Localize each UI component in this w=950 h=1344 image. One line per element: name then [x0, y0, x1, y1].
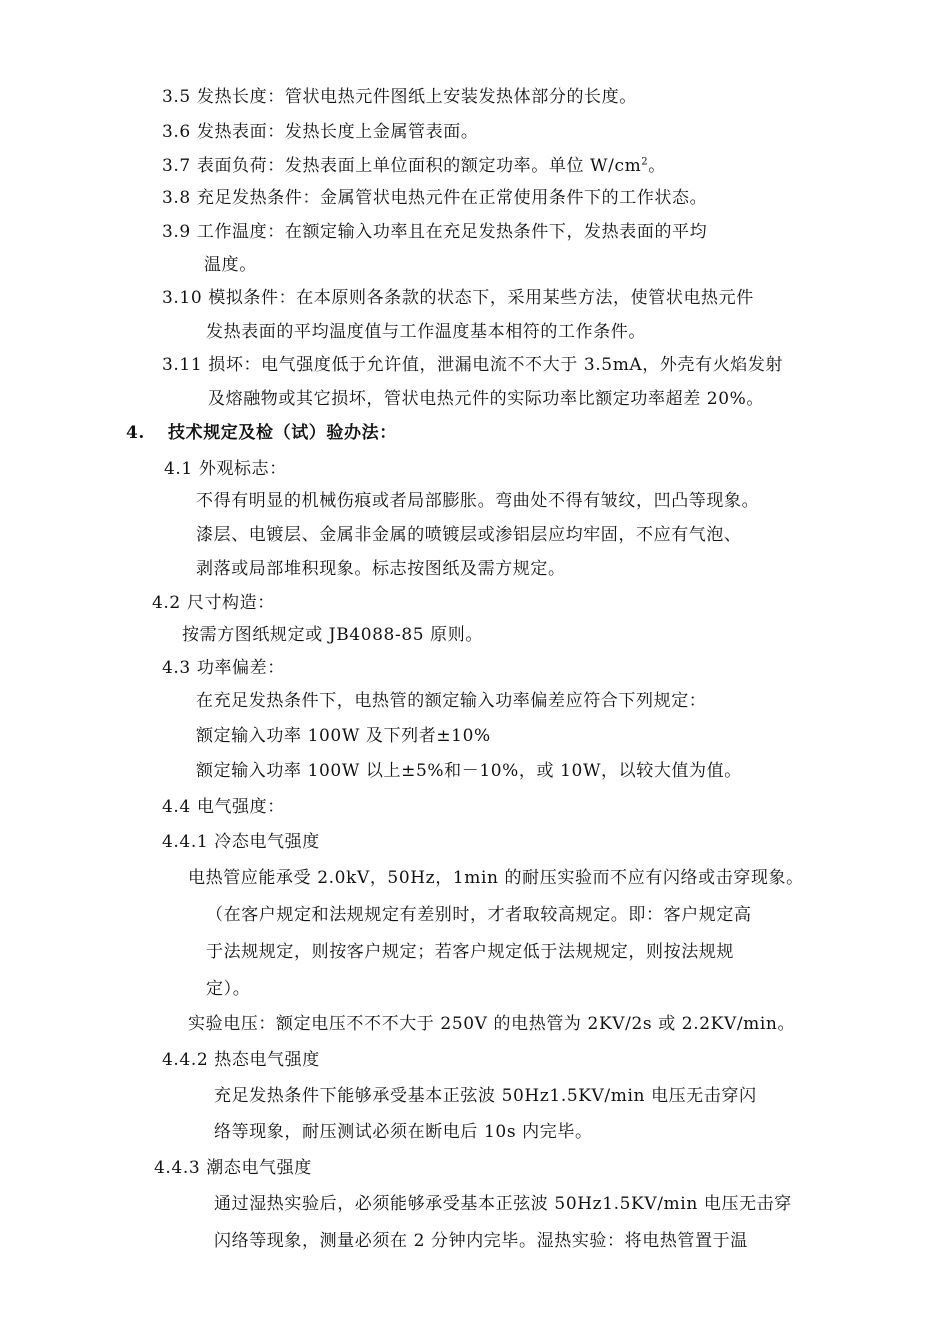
superscript-2: 2	[641, 156, 649, 168]
heading-text: 技术规定及检（试）验办法：	[168, 423, 397, 443]
clause-3-10: 3.10 模拟条件：在本原则各条款的状态下，采用某些方法，使管状电热元件	[162, 288, 754, 308]
clause-4-3-body-2: 额定输入功率 100W 及下列者±10%	[196, 726, 491, 746]
clause-3-11: 3.11 损坏：电气强度低于允许值，泄漏电流不不大于 3.5mA，外壳有火焰发射	[162, 355, 784, 375]
clause-4-4-1: 4.4.1 冷态电气强度	[162, 832, 320, 852]
clause-3-11-cont: 及熔融物或其它损坏，管状电热元件的实际功率比额定功率超差 20%。	[208, 389, 764, 409]
clause-4-3-body-3: 额定输入功率 100W 以上±5%和－10%，或 10W，以较大值为值。	[196, 761, 742, 781]
clause-4-4-3-body-2: 闪络等现象，测量必须在 2 分钟内完毕。湿热实验：将电热管置于温	[214, 1231, 748, 1251]
clause-4-4-1-body-1: 电热管应能承受 2.0kV，50Hz，1min 的耐压实验而不应有闪络或击穿现象。	[188, 868, 804, 888]
clause-3-7-text: 3.7 表面负荷：发热表面上单位面积的额定功率。单位 W/cm	[162, 156, 642, 176]
clause-4-2: 4.2 尺寸构造：	[152, 593, 275, 613]
clause-3-7-tail: 。	[648, 156, 666, 176]
clause-4-4-2: 4.4.2 热态电气强度	[162, 1050, 320, 1070]
clause-3-9-cont: 温度。	[204, 255, 257, 275]
clause-4-4-2-body-2: 络等现象，耐压测试必须在断电后 10s 内完毕。	[214, 1122, 593, 1142]
clause-4-1: 4.1 外观标志：	[164, 459, 287, 479]
clause-4-4-3: 4.4.3 潮态电气强度	[154, 1158, 312, 1178]
clause-3-8: 3.8 充足发热条件：金属管状电热元件在正常使用条件下的工作状态。	[162, 188, 708, 208]
clause-4-4: 4.4 电气强度：	[162, 797, 285, 817]
clause-4-4-1-body-3: 于法规规定，则按客户规定；若客户规定低于法规规定，则按法规规	[206, 942, 734, 962]
clause-4-4-3-body-1: 通过湿热实验后，必须能够承受基本正弦波 50Hz1.5KV/min 电压无击穿	[214, 1194, 792, 1214]
clause-3-10-cont: 发热表面的平均温度值与工作温度基本相符的工作条件。	[206, 322, 646, 342]
clause-4-4-1-body-4: 定）。	[206, 979, 251, 999]
clause-3-6: 3.6 发热表面：发热长度上金属管表面。	[162, 122, 479, 142]
clause-4-1-body-2: 漆层、电镀层、金属非金属的喷镀层或渗铝层应均牢固，不应有气泡、	[196, 525, 742, 545]
clause-4-2-body: 按需方图纸规定或 JB4088-85 原则。	[182, 625, 483, 645]
clause-3-7	[162, 155, 666, 177]
heading-number: 4.	[126, 423, 145, 443]
clause-4-3: 4.3 功率偏差：	[162, 658, 285, 678]
clause-4-4-2-body-1: 充足发热条件下能够承受基本正弦波 50Hz1.5KV/min 电压无击穿闪	[214, 1086, 757, 1106]
clause-3-5: 3.5 发热长度：管状电热元件图纸上安装发热体部分的长度。	[162, 87, 637, 107]
clause-4-4-1-test-voltage: 实验电压：额定电压不不不大于 250V 的电热管为 2KV/2s 或 2.2KV/min。	[188, 1014, 796, 1034]
clause-3-9: 3.9 工作温度：在额定输入功率且在充足发热条件下，发热表面的平均	[162, 222, 708, 242]
clause-4-1-body-3: 剥落或局部堆积现象。标志按图纸及需方规定。	[196, 559, 566, 579]
clause-4-4-1-body-2: （在客户规定和法规规定有差别时，才者取较高规定。即：客户规定高	[206, 905, 752, 925]
clause-4-1-body-1: 不得有明显的机械伤痕或者局部膨胀。弯曲处不得有皱纹，凹凸等现象。	[196, 491, 760, 511]
section-heading-4	[126, 422, 397, 444]
clause-4-3-body-1: 在充足发热条件下，电热管的额定输入功率偏差应符合下列规定：	[196, 691, 707, 711]
